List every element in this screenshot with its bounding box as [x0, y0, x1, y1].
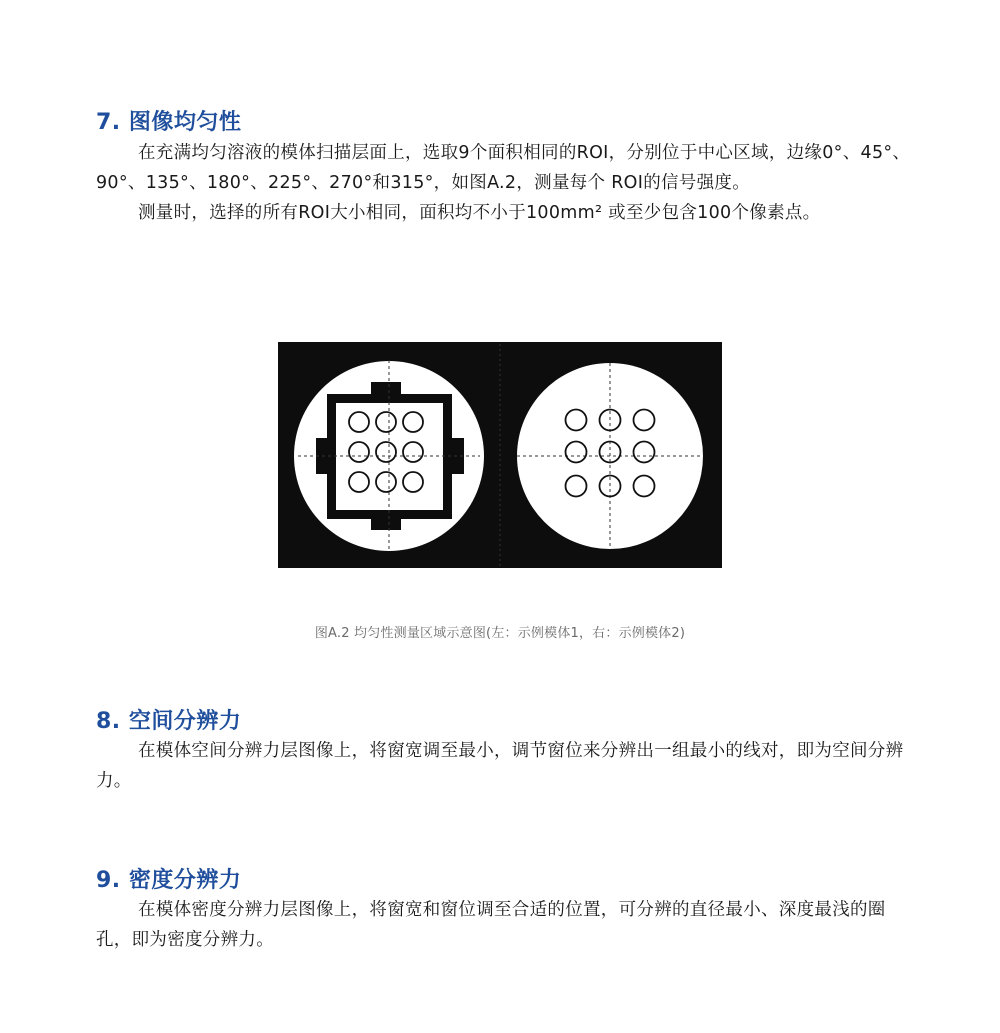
section-density-resolution	[96, 866, 916, 955]
paragraph: 在模体密度分辨力层图像上，将窗宽和窗位调至合适的位置，可分辨的直径最小、深度最浅的圈孔，即为密度分辨力。	[96, 900, 886, 950]
paragraph: 测量时，选择的所有ROI大小相同，面积均不小于100mm² 或至少包含100个像素点。	[138, 203, 821, 223]
uniformity-roi-figure	[278, 338, 722, 570]
phantom-2	[517, 363, 703, 549]
section-heading: 8. 空间分辨力	[96, 709, 242, 734]
roi-diagram	[278, 338, 722, 570]
section-heading: 9. 密度分辨力	[96, 868, 242, 893]
figure-caption: 图A.2 均匀性测量区域示意图(左：示例模体1，右：示例模体2)	[314, 626, 686, 641]
paragraph: 在充满均匀溶液的模体扫描层面上，选取9个面积相同的ROI，分别位于中心区域，边缘0°、45°、90°、135°、180°、225°、270°和315°，如图A.2，测量每个 ROI的信号强度。	[96, 143, 911, 193]
phantom-1	[294, 360, 484, 552]
paragraph: 在模体空间分辨力层图像上，将窗宽调至最小，调节窗位来分辨出一组最小的线对，即为空间分辨力。	[96, 741, 904, 791]
section-image-uniformity	[96, 108, 916, 229]
section-heading: 7. 图像均匀性	[96, 110, 242, 135]
section-spatial-resolution	[96, 707, 916, 796]
